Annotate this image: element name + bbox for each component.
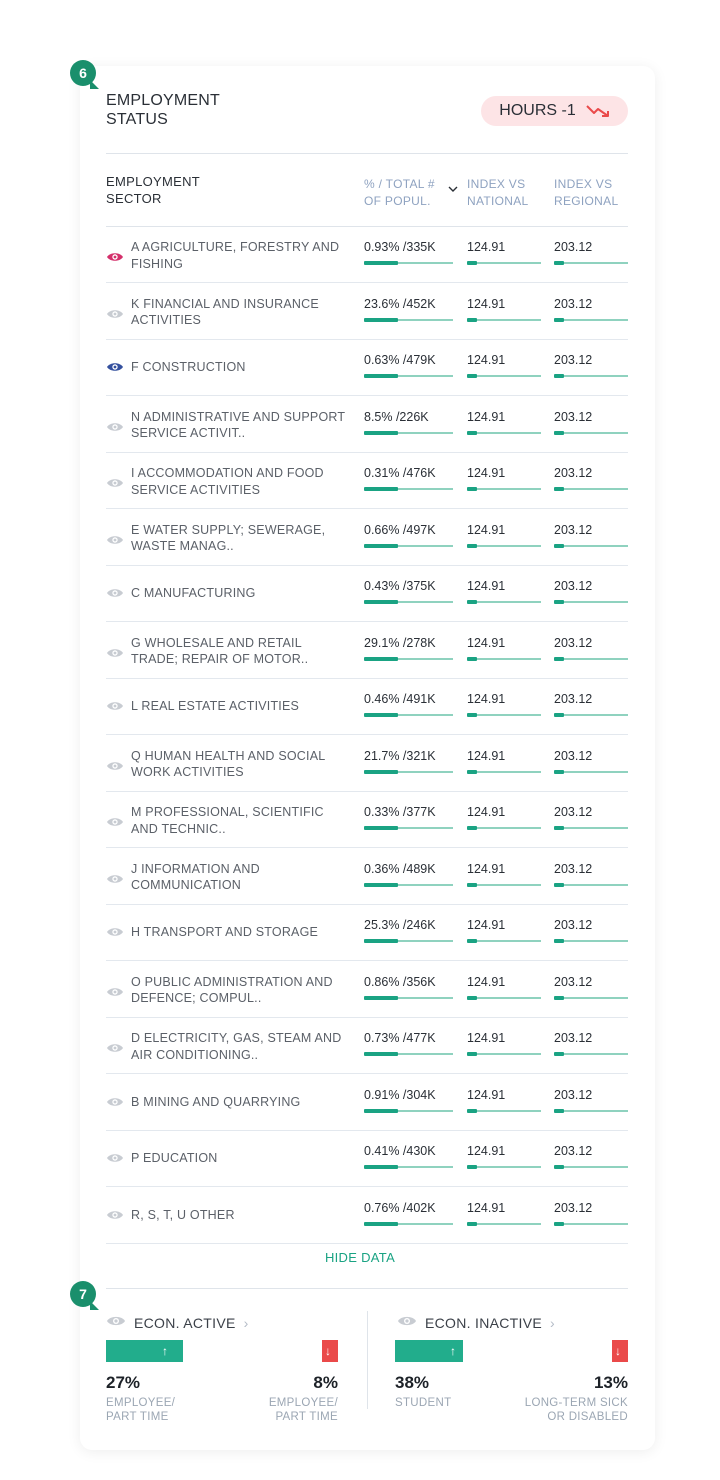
index-regional-value: 203.12 [554,692,593,706]
mini-bar-fill [554,1165,564,1169]
sector-label [131,359,353,376]
column-header-sector-line1: EMPLOYMENT [106,174,201,189]
mini-bar-track [467,1223,541,1225]
index-regional-value: 203.12 [554,240,593,254]
table-row[interactable] [106,1131,628,1187]
index-national-value: 124.91 [467,805,506,819]
mini-bar-fill [554,883,564,887]
sector-label-line2: WASTE MANAG.. [131,539,234,553]
mini-bar-track [467,1053,541,1055]
table-row[interactable] [106,679,628,735]
mini-bar-fill [554,826,564,830]
chevron-right-icon: › [550,1314,555,1331]
eye-icon[interactable] [106,646,124,658]
sector-label-line2: SERVICE ACTIVITIES [131,482,261,497]
sector-label-line1: D ELECTRICITY, GAS, STEAM AND [131,1031,342,1045]
column-header-percent-line1: % / TOTAL # [364,177,435,191]
percent-value: 29.1% /278K [364,635,436,650]
mini-bar-fill [467,1222,477,1226]
caption-line2: OR DISABLED [547,1411,628,1423]
econ-inactive-up-value: 38% [395,1373,430,1392]
percent-value: 8.5% /226K [364,409,429,424]
index-regional-value: 203.12 [554,579,593,593]
mini-bar-track [554,771,628,773]
index-national-value: 124.91 [467,974,506,989]
index-national-value: 124.91 [467,296,506,311]
mini-bar-track [467,997,541,999]
index-regional-value: 203.12 [554,353,593,367]
mini-bar-track [554,319,628,321]
mini-bar-fill [467,1165,477,1169]
mini-bar-track [554,375,628,377]
table-row[interactable] [106,905,628,961]
sector-label [131,924,353,941]
mini-bar-fill [554,431,564,435]
index-national-value: 124.91 [467,353,506,367]
sector-label [131,1150,353,1167]
sector-label [131,861,353,894]
header-divider [106,153,628,154]
table-row[interactable] [106,623,628,679]
sector-label [131,465,353,498]
mini-bar-fill [364,1222,398,1226]
table-row[interactable] [106,340,628,396]
eye-icon[interactable] [106,360,124,372]
econ-active-up-caption [106,1396,175,1424]
econ-inactive-header[interactable] [397,1314,555,1331]
column-header-index-regional-line1: INDEX VS [554,177,613,191]
percent-value: 0.76% /402K [364,1200,436,1215]
arrow-up-icon: ↑ [450,1344,456,1358]
mini-bar-track [554,940,628,942]
index-regional-value: 203.12 [554,861,593,876]
column-header-index-regional-line2: REGIONAL [554,194,619,208]
sector-label-line1: C MANUFACTURING [131,586,256,600]
index-national-value: 124.91 [467,692,506,706]
table-row[interactable] [106,792,628,848]
table-row[interactable] [106,227,628,283]
sector-label-line2: ACTIVITIES [131,313,202,327]
sector-label [131,1094,353,1111]
mini-bar-fill [467,1109,477,1113]
index-national-value: 124.91 [467,466,506,480]
mini-bar-track [467,262,541,264]
mini-bar-fill [467,1052,477,1056]
mini-bar-fill [554,487,564,491]
econ-inactive-up-bar [395,1340,463,1362]
table-row[interactable] [106,284,628,340]
mini-bar-track [467,545,541,547]
footer-divider [106,1288,628,1289]
eye-icon[interactable] [106,1151,124,1163]
mini-bar-fill [364,713,398,717]
sector-label-line1: P EDUCATION [131,1151,218,1165]
sector-label-line2: AIR CONDITIONING.. [131,1047,259,1062]
mini-bar-fill [467,600,477,604]
eye-icon[interactable] [106,476,124,488]
percent-value: 0.43% /375K [364,579,436,593]
eye-icon[interactable] [397,1314,417,1331]
eye-icon[interactable] [106,815,124,827]
sector-label-line1: N ADMINISTRATIVE AND SUPPORT [131,409,346,424]
percent-value: 0.73% /477K [364,1031,436,1045]
sector-label-line1: I ACCOMMODATION AND FOOD [131,466,324,480]
arrow-up-icon: ↑ [162,1344,168,1358]
index-regional-value: 203.12 [554,1031,593,1045]
mini-bar-fill [467,318,477,322]
mini-bar-track [554,714,628,716]
caption-line1: EMPLOYEE/ [268,1397,338,1409]
mini-bar-fill [467,431,477,435]
column-header-percent[interactable] [364,176,450,210]
mini-bar-fill [554,657,564,661]
mini-bar-fill [467,374,477,378]
table-row[interactable] [106,736,628,792]
mini-bar-track [554,997,628,999]
eye-icon[interactable] [106,1208,124,1220]
index-national-value: 124.91 [467,240,506,254]
mini-bar-fill [364,544,398,548]
card-title [106,91,220,129]
eye-icon[interactable] [106,307,124,319]
table-row[interactable] [106,510,628,566]
sector-label-line1: Q HUMAN HEALTH AND SOCIAL [131,748,326,763]
table-row[interactable] [106,397,628,453]
index-national-value: 124.91 [467,918,506,932]
index-national-value: 124.91 [467,409,506,424]
econ-inactive-down-value: 13% [593,1373,628,1392]
table-row[interactable] [106,962,628,1018]
sector-label-line1: M PROFESSIONAL, SCIENTIFIC [131,805,324,819]
mini-bar-track [554,1110,628,1112]
mini-bar-track [467,827,541,829]
mini-bar-fill [364,261,398,265]
percent-value: 0.36% /489K [364,861,436,876]
mini-bar-fill [364,826,398,830]
mini-bar-track [467,432,541,434]
eye-icon[interactable] [106,1314,126,1331]
mini-bar-fill [364,996,398,1000]
index-regional-value: 203.12 [554,296,593,311]
mini-bar-fill [364,770,398,774]
sector-label-line1: O PUBLIC ADMINISTRATION AND [131,974,333,989]
mini-bar-track [467,940,541,942]
percent-value: 0.63% /479K [364,353,436,367]
column-header-index-national[interactable] [467,176,529,210]
index-regional-value: 203.12 [554,466,593,480]
index-regional-value: 203.12 [554,1087,593,1102]
eye-icon[interactable] [106,420,124,432]
arrow-down-icon: ↓ [615,1344,621,1358]
econ-active-down-caption [269,1396,338,1424]
eye-icon[interactable] [106,250,124,262]
mini-bar-fill [554,544,564,548]
mini-bar-track [467,714,541,716]
step-badge-6 [70,60,96,86]
mini-bar-fill [554,374,564,378]
sector-label-line1: R, S, T, U OTHER [131,1207,235,1222]
mini-bar-fill [364,883,398,887]
mini-bar-fill [364,374,398,378]
sector-label-line1: H TRANSPORT AND STORAGE [131,925,319,939]
mini-bar-fill [467,939,477,943]
sector-label [131,409,353,442]
table-row[interactable] [106,566,628,622]
sector-label-line1: G WHOLESALE AND RETAIL [131,635,302,650]
sector-label-line1: F CONSTRUCTION [131,360,246,374]
index-national-value: 124.91 [467,1087,506,1102]
index-regional-value: 203.12 [554,1200,593,1215]
index-regional-value: 203.12 [554,409,593,424]
chevron-right-icon: › [243,1314,249,1331]
econ-inactive-down-bar [612,1340,628,1362]
table-row[interactable] [106,849,628,905]
eye-icon[interactable] [106,985,124,997]
index-regional-value: 203.12 [554,748,593,763]
sector-label-line1: E WATER SUPPLY; SEWERAGE, [131,522,326,537]
econ-active-down-bar [322,1340,338,1362]
eye-icon[interactable] [106,533,124,545]
mini-bar-track [554,1053,628,1055]
sector-label-line1: J INFORMATION AND [131,861,260,876]
column-header-index-national-line1: INDEX VS [467,177,526,191]
hours-filter-pill[interactable] [481,96,628,126]
sector-label-line1: B MINING AND QUARRYING [131,1094,301,1109]
percent-value: 0.33% /377K [364,805,436,819]
mini-bar-fill [554,1222,564,1226]
sector-label [131,1207,353,1224]
arrow-down-icon: ↓ [325,1344,331,1358]
sector-label [131,635,353,668]
econ-inactive-down-caption [525,1396,628,1424]
mini-bar-track [467,601,541,603]
mini-bar-track [467,1110,541,1112]
mini-bar-fill [554,1109,564,1113]
step-badge-7 [70,1281,96,1307]
sector-label-line2: FISHING [131,256,184,271]
mini-bar-track [554,488,628,490]
mini-bar-track [467,1166,541,1168]
sector-label-line1: K FINANCIAL AND INSURANCE [131,296,319,311]
mini-bar-fill [364,318,398,322]
index-national-value: 124.91 [467,748,506,763]
mini-bar-fill [554,318,564,322]
mini-bar-track [554,827,628,829]
index-national-value: 124.91 [467,579,506,593]
step-badge-6-number: 6 [79,65,87,81]
mini-bar-fill [554,600,564,604]
sector-label [131,698,353,715]
mini-bar-track [467,319,541,321]
eye-icon[interactable] [106,586,124,598]
sort-chevron-down-icon[interactable] [448,186,458,193]
eye-icon[interactable] [106,1041,124,1053]
sector-label-line2: COMMUNICATION [131,878,241,892]
index-regional-value: 203.12 [554,635,593,650]
sector-label-line2: SERVICE ACTIVIT.. [131,426,246,440]
sector-label [131,239,353,272]
mini-bar-track [554,1223,628,1225]
column-header-sector[interactable] [106,173,200,207]
mini-bar-fill [364,939,398,943]
percent-value: 21.7% /321K [364,748,436,763]
percent-value: 23.6% /452K [364,296,436,311]
card-title-line2: STATUS [106,111,168,128]
percent-value: 0.93% /335K [364,240,436,254]
percent-value: 25.3% /246K [364,918,436,932]
mini-bar-track [554,262,628,264]
econ-vertical-divider [367,1311,368,1409]
caption-line1: LONG-TERM SICK [524,1397,628,1409]
index-national-value: 124.91 [467,1200,506,1215]
sector-label [131,974,353,1007]
column-header-index-regional[interactable] [554,176,618,210]
table-row[interactable] [106,1075,628,1131]
mini-bar-fill [554,939,564,943]
mini-bar-track [467,488,541,490]
sector-label [131,748,353,781]
mini-bar-fill [554,996,564,1000]
index-regional-value: 203.12 [554,974,593,989]
hide-data-button[interactable]: HIDE DATA [324,1250,396,1265]
sector-label [131,804,353,837]
index-regional-value: 203.12 [554,1144,593,1158]
percent-value: 0.41% /430K [364,1144,436,1158]
column-header-percent-line2: OF POPUL. [364,194,431,208]
mini-bar-fill [467,883,477,887]
percent-value: 0.91% /304K [364,1087,436,1102]
mini-bar-track [554,432,628,434]
index-regional-value: 203.12 [554,918,593,932]
econ-active-up-bar [106,1340,183,1362]
sector-label-line2: WORK ACTIVITIES [131,765,244,779]
mini-bar-track [467,658,541,660]
sector-label [131,296,353,329]
mini-bar-fill [467,770,477,774]
eye-icon[interactable] [106,699,124,711]
eye-icon[interactable] [106,872,124,884]
econ-active-label: ECON. ACTIVE [134,1314,236,1331]
sector-label-line2: TRADE; REPAIR OF MOTOR.. [131,652,309,666]
table-row[interactable] [106,1188,628,1244]
sector-label-line1: A AGRICULTURE, FORESTRY AND [131,240,340,254]
sector-label-line2: DEFENCE; COMPUL.. [131,991,262,1005]
mini-bar-fill [467,826,477,830]
mini-bar-fill [467,487,477,491]
mini-bar-fill [364,1052,398,1056]
sector-label [131,522,353,555]
trend-down-icon [586,104,610,118]
step-badge-7-number: 7 [79,1286,87,1302]
mini-bar-fill [364,431,398,435]
index-national-value: 124.91 [467,635,506,650]
sector-label-line2: AND TECHNIC.. [131,821,226,836]
hours-label: HOURS -1 [499,102,576,119]
mini-bar-fill [467,261,477,265]
econ-active-down-value: 8% [313,1373,338,1392]
index-national-value: 124.91 [467,1144,506,1158]
mini-bar-fill [364,487,398,491]
table-row[interactable] [106,453,628,509]
econ-active-up-value: 27% [106,1373,141,1392]
econ-active-header[interactable] [106,1314,249,1331]
mini-bar-fill [467,996,477,1000]
mini-bar-fill [364,657,398,661]
mini-bar-fill [467,713,477,717]
caption-line1: STUDENT [395,1397,452,1409]
percent-value: 0.86% /356K [364,974,436,989]
mini-bar-fill [364,1165,398,1169]
mini-bar-fill [554,770,564,774]
mini-bar-fill [364,600,398,604]
eye-icon[interactable] [106,1095,124,1107]
mini-bar-track [467,375,541,377]
mini-bar-fill [554,261,564,265]
table-row[interactable] [106,1018,628,1074]
mini-bar-track [467,884,541,886]
caption-line2: PART TIME [275,1411,338,1423]
mini-bar-track [467,771,541,773]
mini-bar-fill [364,1109,398,1113]
mini-bar-track [554,658,628,660]
column-header-index-national-line2: NATIONAL [467,194,529,208]
percent-value: 0.31% /476K [364,466,436,480]
mini-bar-track [554,545,628,547]
mini-bar-fill [467,657,477,661]
eye-icon[interactable] [106,925,124,937]
percent-value: 0.66% /497K [364,522,436,537]
card-title-line1: EMPLOYMENT [106,92,221,109]
econ-inactive-up-caption [395,1396,451,1410]
sector-label-line1: L REAL ESTATE ACTIVITIES [131,699,300,713]
column-header-sector-line2: SECTOR [106,191,162,206]
mini-bar-fill [554,713,564,717]
index-regional-value: 203.12 [554,805,593,819]
mini-bar-track [554,1166,628,1168]
caption-line1: EMPLOYEE/ [106,1397,176,1409]
percent-value: 0.46% /491K [364,692,436,706]
eye-icon[interactable] [106,759,124,771]
sector-label [131,585,353,602]
mini-bar-fill [554,1052,564,1056]
mini-bar-track [554,884,628,886]
econ-inactive-label: ECON. INACTIVE [425,1314,542,1331]
index-national-value: 124.91 [467,522,506,537]
index-national-value: 124.91 [467,861,506,876]
index-national-value: 124.91 [467,1031,506,1045]
caption-line2: PART TIME [106,1411,169,1423]
mini-bar-fill [467,544,477,548]
mini-bar-track [554,601,628,603]
sector-label [131,1030,353,1063]
index-regional-value: 203.12 [554,522,593,537]
